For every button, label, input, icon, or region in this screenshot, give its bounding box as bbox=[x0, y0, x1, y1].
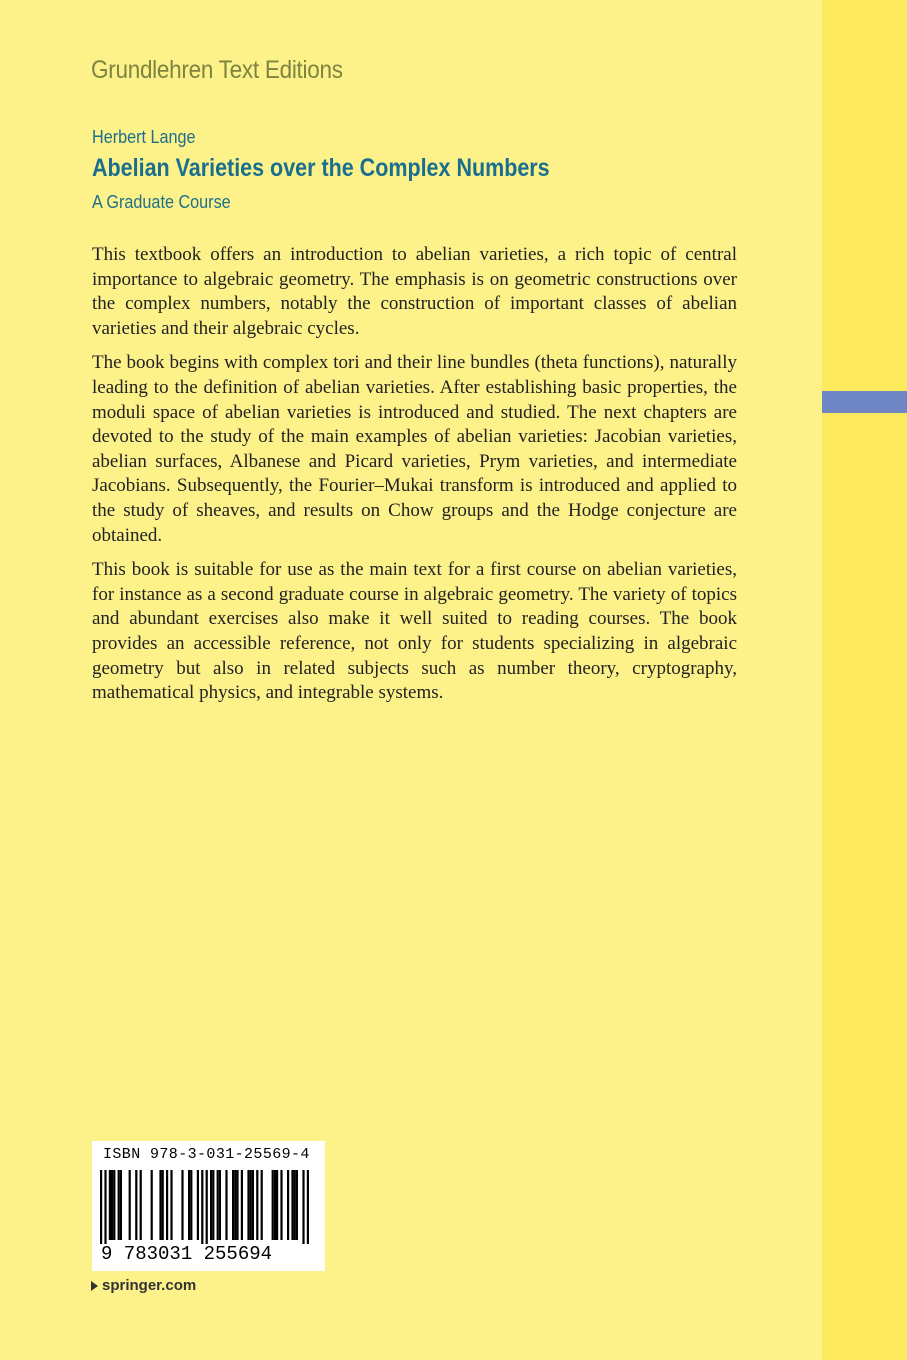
barcode-bar bbox=[166, 1170, 168, 1240]
spine-strip bbox=[822, 0, 907, 1360]
series-name: Grundlehren Text Editions bbox=[91, 56, 343, 84]
barcode-bar bbox=[201, 1170, 203, 1244]
isbn-label: ISBN 978-3-031-25569-4 bbox=[103, 1146, 310, 1163]
barcode-bar bbox=[252, 1170, 254, 1240]
barcode-bar bbox=[232, 1170, 234, 1240]
barcode-bar bbox=[247, 1170, 249, 1240]
barcode-bar bbox=[217, 1170, 219, 1240]
barcode-bar bbox=[272, 1170, 274, 1240]
blurb-paragraph-3: This book is suitable for use as the main text for a first course on abelian varieties, for instance as a second graduate course in algebraic geometry. The variety of topics and abundant exercises also make it well suited to reading courses. The book provides an accessible reference, not only for students specializing in algebraic geometry but also in related subjects such as number theory, cryptography, mathematical physics, and integrable systems. bbox=[92, 559, 737, 704]
barcode-bar bbox=[250, 1170, 252, 1240]
book-subtitle: A Graduate Course bbox=[92, 192, 231, 212]
barcode-bar bbox=[162, 1170, 164, 1240]
barcode-bar bbox=[212, 1170, 214, 1240]
barcode-bar bbox=[307, 1170, 309, 1244]
barcode-bar bbox=[197, 1170, 199, 1240]
barcode-bar bbox=[111, 1170, 113, 1240]
barcode-bar bbox=[210, 1170, 212, 1240]
publisher-link[interactable] bbox=[91, 1277, 196, 1294]
barcode-bar bbox=[190, 1170, 192, 1240]
barcode-bar bbox=[135, 1170, 137, 1240]
barcode-bar bbox=[234, 1170, 236, 1240]
barcode-bar bbox=[276, 1170, 278, 1240]
barcode-bar bbox=[241, 1170, 243, 1240]
barcode-bar bbox=[181, 1170, 183, 1240]
barcode-bar bbox=[104, 1170, 106, 1244]
barcode-bar bbox=[256, 1170, 258, 1240]
barcode-bar bbox=[274, 1170, 276, 1240]
barcode-bar bbox=[118, 1170, 120, 1240]
author-name: Herbert Lange bbox=[92, 127, 196, 147]
barcode-bar bbox=[188, 1170, 190, 1240]
barcode-bar bbox=[129, 1170, 131, 1240]
barcode-bar bbox=[159, 1170, 161, 1240]
barcode-bar bbox=[302, 1170, 304, 1244]
barcode-bar bbox=[100, 1170, 102, 1244]
isbn-barcode bbox=[92, 1141, 325, 1271]
barcode-bar bbox=[219, 1170, 221, 1240]
spine-color-band bbox=[822, 391, 907, 413]
triangle-arrow-icon bbox=[91, 1281, 98, 1291]
barcode-bar bbox=[206, 1170, 208, 1244]
blurb-text bbox=[92, 243, 737, 716]
barcode-bar bbox=[113, 1170, 115, 1240]
barcode-bar bbox=[151, 1170, 153, 1240]
barcode-bar bbox=[120, 1170, 122, 1240]
barcode-bar bbox=[109, 1170, 111, 1240]
barcode-bar bbox=[280, 1170, 282, 1240]
barcode-bar bbox=[236, 1170, 238, 1240]
barcode-bar bbox=[287, 1170, 289, 1240]
blurb-paragraph-1: This textbook offers an introduction to abelian varieties, a rich topic of central importance to algebraic geometry. The emphasis is on geometric constructions over the complex numbers, notably the construction of important classes of abelian varieties and their algebraic cycles. bbox=[92, 244, 737, 339]
book-title: Abelian Varieties over the Complex Numbers bbox=[92, 154, 550, 182]
blurb-paragraph-2: The book begins with complex tori and their line bundles (theta functions), naturally leading to the definition of abelian varieties. After establishing basic properties, the moduli space of abelian varieties is introduced and studied. The next chapters are devoted to the study of the main examples of abelian varieties: Jacobian varieties, abelian surfaces, Albanese and Picard varieties, Prym varieties, and intermediate Jacobians. Subsequently, the Fourier–Mukai transform is introduced and applied to the study of sheaves, and results on Chow groups and the Hodge conjecture are obtained. bbox=[92, 352, 737, 546]
barcode-bar bbox=[294, 1170, 296, 1240]
barcode-bar bbox=[291, 1170, 293, 1240]
barcode-bar bbox=[140, 1170, 142, 1240]
publisher-link-text[interactable]: springer.com bbox=[102, 1277, 197, 1294]
ean-digits: 9 783031 255694 bbox=[101, 1243, 273, 1265]
barcode-bar bbox=[261, 1170, 263, 1240]
barcode-bar bbox=[170, 1170, 172, 1240]
barcode-bar bbox=[296, 1170, 298, 1240]
barcode-bars bbox=[100, 1170, 317, 1244]
barcode-bar bbox=[225, 1170, 227, 1240]
